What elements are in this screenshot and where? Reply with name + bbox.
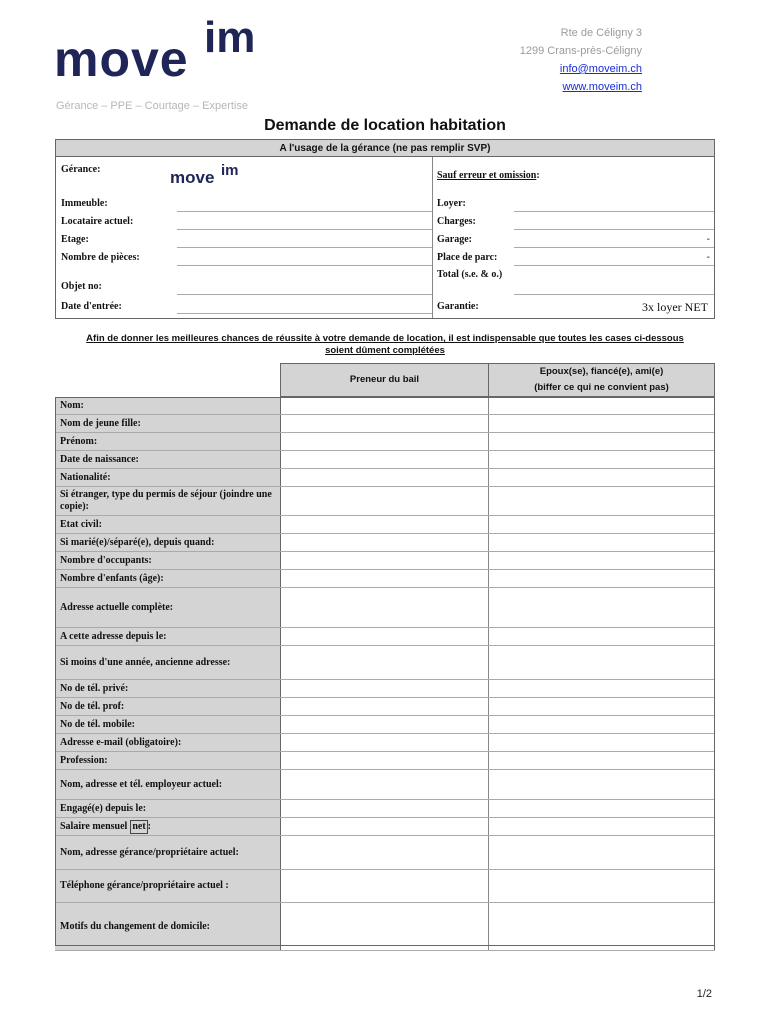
page-number: 1/2 xyxy=(696,988,712,1000)
garantie-value: 3x loyer NET xyxy=(642,300,708,314)
preneur-cell[interactable] xyxy=(280,469,488,486)
table-row xyxy=(55,680,715,698)
parc-field[interactable] xyxy=(514,251,714,266)
row-label-text: Si étranger, type du permis de séjour (joindre une copie): xyxy=(60,489,272,512)
row-label-text: Nom: xyxy=(60,399,84,411)
epoux-cell[interactable] xyxy=(488,752,715,769)
row-label xyxy=(55,770,280,799)
preneur-cell[interactable] xyxy=(280,552,488,569)
document-title: Demande de location habitation xyxy=(264,117,506,134)
epoux-cell[interactable] xyxy=(488,397,715,414)
epoux-cell[interactable] xyxy=(488,818,715,835)
email-link[interactable]: info@moveim.ch xyxy=(559,63,642,75)
date-entree-label: Date d'entrée: xyxy=(61,301,122,312)
salaire-colon: : xyxy=(147,820,152,832)
parc-value: - xyxy=(706,252,710,263)
table-row xyxy=(55,800,715,818)
column-preneur: Preneur du bail xyxy=(280,363,489,397)
table-row xyxy=(55,628,715,646)
salaire-net-box: net xyxy=(132,820,146,832)
epoux-cell[interactable] xyxy=(488,628,715,645)
row-label xyxy=(55,680,280,697)
notice-line-1: Afin de donner les meilleures chances de réussite à votre demande de location, il est indispensable que toutes les cases ci-dessous xyxy=(86,333,684,344)
row-label-text: Nom de jeune fille: xyxy=(60,417,141,429)
table-row xyxy=(55,433,715,451)
table-row xyxy=(55,870,715,903)
row-label xyxy=(55,570,280,587)
parc-label: Place de parc: xyxy=(437,252,498,263)
pieces-label: Nombre de pièces: xyxy=(61,252,140,263)
table-row xyxy=(55,734,715,752)
table-row xyxy=(55,588,715,628)
immeuble-field[interactable] xyxy=(177,197,432,212)
salaire-label-text: Salaire mensuel xyxy=(60,820,128,832)
table-row xyxy=(55,818,715,836)
row-label-text: Nationalité: xyxy=(60,471,111,483)
preneur-cell[interactable] xyxy=(280,570,488,587)
table-row xyxy=(55,397,715,415)
table-row xyxy=(55,552,715,570)
preneur-cell[interactable] xyxy=(280,818,488,835)
row-label xyxy=(55,487,280,515)
table-row xyxy=(55,516,715,534)
objet-label: Objet no: xyxy=(61,281,102,292)
row-label-text: Si moins d'une année, ancienne adresse: xyxy=(60,656,231,668)
preneur-cell[interactable] xyxy=(280,680,488,697)
epoux-cell[interactable] xyxy=(488,415,715,432)
preneur-cell[interactable] xyxy=(280,734,488,751)
column-epoux xyxy=(488,363,715,397)
epoux-cell[interactable] xyxy=(488,469,715,486)
logo-move-text: move xyxy=(54,31,189,87)
row-label xyxy=(55,800,280,817)
table-row xyxy=(55,534,715,552)
preneur-cell[interactable] xyxy=(280,836,488,869)
column-epoux-note: (biffer ce qui ne convient pas) xyxy=(534,382,669,393)
preneur-cell[interactable] xyxy=(280,870,488,902)
locataire-label: Locataire actuel: xyxy=(61,216,134,227)
epoux-cell[interactable] xyxy=(488,836,715,869)
logo-im-text: im xyxy=(204,13,256,62)
etage-field[interactable] xyxy=(177,233,432,248)
epoux-cell[interactable] xyxy=(488,903,715,950)
row-label-text: Nom, adresse et tél. employeur actuel: xyxy=(60,778,223,790)
epoux-cell[interactable] xyxy=(488,646,715,679)
epoux-cell[interactable] xyxy=(488,680,715,697)
row-label xyxy=(55,646,280,679)
table-row xyxy=(55,487,715,516)
preneur-cell[interactable] xyxy=(280,534,488,551)
row-label-text: Engagé(e) depuis le: xyxy=(60,802,147,814)
preneur-cell[interactable] xyxy=(280,903,488,950)
row-label-text: No de tél. prof: xyxy=(60,700,125,712)
table-row xyxy=(55,646,715,680)
table-row xyxy=(55,415,715,433)
row-label xyxy=(55,818,280,835)
locataire-field[interactable] xyxy=(177,215,432,230)
pieces-field[interactable] xyxy=(177,251,432,266)
row-label-text: No de tél. privé: xyxy=(60,682,129,694)
row-label xyxy=(55,752,280,769)
row-label-text: No de tél. mobile: xyxy=(60,718,135,730)
row-label-text: Profession: xyxy=(60,754,108,766)
sauf-erreur-note: Sauf erreur et omission: xyxy=(437,170,540,181)
row-label-text: Téléphone gérance/propriétaire actuel : xyxy=(60,880,229,891)
row-label-text: Si marié(e)/séparé(e), depuis quand: xyxy=(60,536,215,548)
address-street: Rte de Céligny 3 xyxy=(560,27,642,39)
epoux-cell[interactable] xyxy=(488,588,715,627)
preneur-cell[interactable] xyxy=(280,397,488,414)
moveim-logo xyxy=(54,13,294,87)
row-label-text: Adresse actuelle complète: xyxy=(60,601,174,613)
preneur-cell[interactable] xyxy=(280,415,488,432)
total-label: Total (s.e. & o.) xyxy=(437,269,503,280)
epoux-cell[interactable] xyxy=(488,716,715,733)
row-label xyxy=(55,415,280,432)
preneur-cell[interactable] xyxy=(280,716,488,733)
row-label xyxy=(55,534,280,551)
row-label-text: Nombre d'enfants (âge): xyxy=(60,572,164,584)
row-label xyxy=(55,552,280,569)
garantie-label: Garantie: xyxy=(437,301,479,312)
garage-label: Garage: xyxy=(437,234,472,245)
table-row xyxy=(55,770,715,800)
epoux-cell[interactable] xyxy=(488,734,715,751)
column-epoux-title: Epoux(se), fiancé(e), ami(e) xyxy=(539,366,664,377)
epoux-cell[interactable] xyxy=(488,516,715,533)
row-label xyxy=(55,734,280,751)
row-label-text: Nom, adresse gérance/propriétaire actuel: xyxy=(60,846,239,858)
epoux-cell[interactable] xyxy=(488,433,715,450)
epoux-cell[interactable] xyxy=(488,870,715,902)
admin-section-header: A l'usage de la gérance (ne pas remplir SVP) xyxy=(56,140,714,157)
table-row xyxy=(55,698,715,716)
completion-notice xyxy=(55,333,715,357)
row-label-text: Adresse e-mail (obligatoire): xyxy=(60,736,182,748)
row-label xyxy=(55,588,280,627)
row-label-text: Date de naissance: xyxy=(60,453,139,465)
row-label xyxy=(55,903,280,950)
row-label xyxy=(55,836,280,869)
epoux-cell[interactable] xyxy=(488,487,715,515)
table-row xyxy=(55,752,715,770)
company-address xyxy=(520,24,642,96)
mini-logo-move: move xyxy=(170,168,215,187)
epoux-cell[interactable] xyxy=(488,770,715,799)
row-label-text: Nombre d'occupants: xyxy=(60,554,152,566)
epoux-cell[interactable] xyxy=(488,800,715,817)
row-label xyxy=(55,451,280,468)
total-field[interactable] xyxy=(514,280,714,295)
address-city: 1299 Crans-près-Céligny xyxy=(519,45,642,57)
loyer-field[interactable] xyxy=(514,197,714,212)
admin-section xyxy=(55,139,715,319)
etage-label: Etage: xyxy=(61,234,89,245)
epoux-cell[interactable] xyxy=(488,552,715,569)
row-label-text: Prénom: xyxy=(60,435,98,447)
row-label-text: A cette adresse depuis le: xyxy=(60,630,167,642)
epoux-cell[interactable] xyxy=(488,698,715,715)
table-row xyxy=(55,469,715,487)
preneur-cell[interactable] xyxy=(280,516,488,533)
preneur-cell[interactable] xyxy=(280,646,488,679)
tagline: Gérance – PPE – Courtage – Expertise xyxy=(56,100,248,112)
row-label-text: Etat civil: xyxy=(60,518,102,530)
gerance-label: Gérance: xyxy=(61,164,101,175)
row-label xyxy=(55,628,280,645)
mini-logo-im: im xyxy=(221,162,239,179)
objet-field[interactable] xyxy=(177,280,432,295)
preneur-cell[interactable] xyxy=(280,770,488,799)
preneur-cell[interactable] xyxy=(280,752,488,769)
row-label xyxy=(55,469,280,486)
epoux-cell[interactable] xyxy=(488,451,715,468)
loyer-label: Loyer: xyxy=(437,198,466,209)
date-entree-field[interactable] xyxy=(177,299,432,314)
table-row xyxy=(55,451,715,469)
table-row xyxy=(55,570,715,588)
admin-divider xyxy=(432,157,433,318)
epoux-cell[interactable] xyxy=(488,570,715,587)
row-label-text: Motifs du changement de domicile: xyxy=(60,920,210,932)
row-label xyxy=(55,433,280,450)
immeuble-label: Immeuble: xyxy=(61,198,108,209)
preneur-cell[interactable] xyxy=(280,800,488,817)
preneur-cell[interactable] xyxy=(280,433,488,450)
charges-field[interactable] xyxy=(514,215,714,230)
garage-field[interactable] xyxy=(514,233,714,248)
website-link[interactable]: www.moveim.ch xyxy=(562,81,642,93)
preneur-cell[interactable] xyxy=(280,487,488,515)
table-row xyxy=(55,716,715,734)
table-row xyxy=(55,903,715,951)
charges-label: Charges: xyxy=(437,216,476,227)
table-row xyxy=(55,836,715,870)
row-label xyxy=(55,870,280,902)
row-label xyxy=(55,397,280,414)
preneur-cell[interactable] xyxy=(280,451,488,468)
preneur-cell[interactable] xyxy=(280,588,488,627)
row-label xyxy=(55,716,280,733)
epoux-cell[interactable] xyxy=(488,534,715,551)
row-label xyxy=(55,698,280,715)
notice-line-2: soient dûment complétées xyxy=(325,345,445,356)
preneur-cell[interactable] xyxy=(280,698,488,715)
garage-value: - xyxy=(706,234,710,245)
row-label xyxy=(55,516,280,533)
preneur-cell[interactable] xyxy=(280,628,488,645)
